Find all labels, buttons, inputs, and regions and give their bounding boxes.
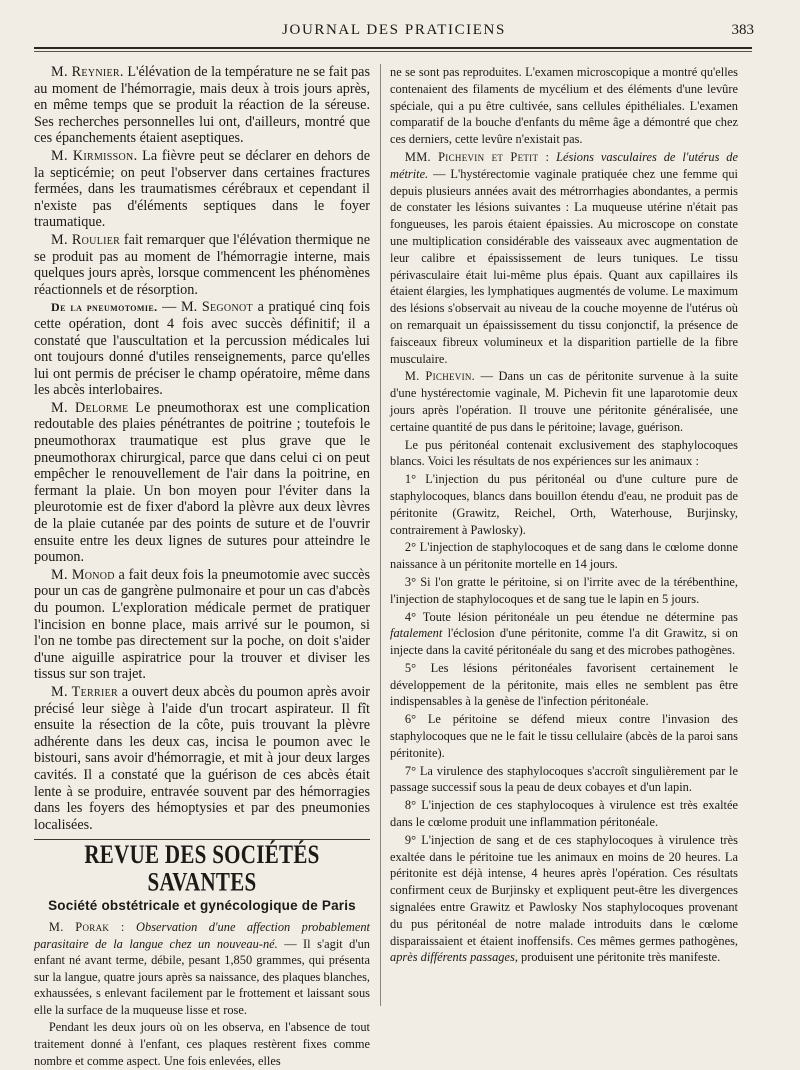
paragraph-text: a pratiqué cinq fois cette opération, dont 4 fois avec succès définitif; il a constaté que l'auscultation et la percussion médicales lui ont toujours donné d'utiles renseignements, parce qu'elles lui ont permis de préciser le champ opératoire, même dans les abcès interlobaires.: [34, 299, 370, 399]
page-number: 383: [731, 22, 754, 38]
speaker-name: M. Porak :: [48, 919, 125, 934]
paragraph-text: 4° Toute lésion péritonéale un peu étendue ne détermine pas: [404, 609, 738, 624]
paragraph-text: Pendant les deux jours où on les observa, en l'absence de tout traitement donné à l'enfant, ces plaques restèrent fixes comme nombre et comme aspect. Une fois enlevées, elles: [34, 1020, 370, 1068]
paragraph-porak-continued: [34, 1019, 370, 1069]
speaker-name: M. Terrier: [51, 683, 118, 700]
paragraph-pneumotomie: [34, 299, 370, 399]
result-item: 2° L'injection de staphylocoques et de sang dans le cœlome donne naissance à un péritonite mortelle en 14 jours.: [390, 540, 738, 572]
paragraph-kirmisson: [34, 148, 370, 231]
paragraph-text: ne se sont pas reproduites. L'examen microscopique a montré qu'elles contenaient des filaments de mycélium et des éléments d'une levûre spéciale, qui a pu être cultivée, sans cellules épithéliales. L'examen comparatif de la bouche d'enfants du même âge a démontré que chez ces derniers, cette levûre n'existait pas.: [390, 65, 738, 147]
paragraph-pichevin-petit: [390, 149, 738, 367]
paragraph-text: — Dans un cas de péritonite survenue à la suite d'une hystérectomie vaginale, M. Pichevin fit une laparotomie deux jours après l'opération. Il trouve une péritonite généralisée, une certaine quantité de pus dans le péritoine; lavage, guérison.: [390, 369, 739, 434]
paragraph-roulier: [34, 232, 370, 298]
speaker-name: M. Reynier.: [51, 64, 124, 80]
header-rule-thin: [34, 51, 752, 52]
paragraph-text: — M.: [157, 299, 202, 316]
paragraph-delorme: [34, 400, 370, 566]
paragraph-pichevin: [390, 368, 738, 435]
result-item: [390, 832, 738, 966]
column-divider: [380, 64, 381, 1006]
result-item: 6° Le péritoine se défend mieux contre l'invasion des staphylocoques que ne le fait le tissu cellulaire (abcès de la paroi sans péritonite).: [390, 712, 738, 760]
paragraph-text: l'éclosion d'une péritonite, comme l'a dit Grawitz, si on injecte dans la cavité péritonéale du sang et des microbes pathogènes.: [390, 626, 738, 658]
paragraph-continuation: [390, 64, 738, 148]
paragraph-text: , produisent une péritonite très manifeste.: [514, 950, 721, 965]
paragraph-text: fait remarquer que l'élévation thermique ne se produit pas au moment de l'hémorragie interne, mais quelques jours après, lorsque commencent les phénomènes réactionnels et de résorption.: [34, 231, 370, 298]
section-title: REVUE DES SOCIÉTÉS SAVANTES: [84, 839, 320, 898]
paragraph-text: L'élévation de la température ne se fait pas au moment de l'hémorragie, mais deux à trois jours après, en même temps que se produit la réaction de la séreuse. Ses recherches personnelles lui ont, d'ailleurs, montré que ces épanchements étaient aseptiques.: [34, 64, 370, 147]
paragraph-text: 9° L'injection de sang et de ces staphylocoques à virulence très exaltée dans le péritoine tue les animaux en moins de 20 heures. La péritonite est déjà intense, 4 heures après l'opération. Ces résultats confirment ceux de Burjinsky et expliquent peut-être les divergences signalées entre Grawitz et Pawlosky Nos staphylocoques provenant du pus péritonéal de notre malade introduits dans le cœlome disparaissaient et étaient inoffensifs. Ces mêmes germes pathogènes,: [390, 832, 738, 948]
paragraph-text: — L'hystérectomie vaginale pratiquée chez une femme qui depuis plusieurs années avait des métrorrhagies abondantes, a permis de constater les lésions suivantes : La muqueuse utérine n'était pas fongueuses, les parois étaient épaissies. Au microscope on constate une multiplication considérable des vaisseaux avec augmentation de leur calibre et épaississement de leurs tuniques. Le tissu périvasculaire était lui-même plus épais. Quant aux capillaires ils étaient élargies, les lymphatiques augmentés de volume. Le maximum des lésions s'observait au niveau de la couche moyenne de l'utérus où on remarquait un épaississement du tissu conjonctif, la présence de faisceaux fibreux volumineux et la disparition partielle de la fibre musculaire.: [390, 166, 738, 366]
result-item: 8° L'injection de ces staphylocoques à virulence est très exaltée dans le cœlome produit une inflammation péritonéale.: [390, 798, 738, 830]
paragraph-text: a ouvert deux abcès du poumon après avoir précisé leur siège à l'aide d'un trocart aspirateur. Il fît ensuite la résection de la côte, puis trouvant la plèvre adhérente dans les deux cas, incisa le poumon avec le bistouri, sans avoir d'hémorragie, et mit à jour deux larges cavités. Il a constaté que la guérison de ces abcès était lente à se produire, entravée souvent par des hémorragies dans les foyers des hémoptysies et par des pneumonies localisées.: [34, 683, 370, 833]
run-in-heading: De la pneumotomie.: [51, 300, 158, 315]
speaker-name: MM. Pichevin et Petit :: [404, 149, 550, 164]
paragraph-text: Le pus péritonéal contenait exclusivement des staphylocoques blancs. Voici les résultats de nos expériences sur les animaux :: [390, 437, 738, 469]
result-item: 1° L'injection du pus péritonéal ou d'une culture pure de staphylocoques, blancs dans bouillon étendu d'eau, ne produit pas de péritonite (Grawitz, Reichel, Orth, Waterhouse, Burjinsky, contrairement à Pawlosky).: [390, 472, 738, 537]
left-column: [34, 64, 370, 1070]
speaker-name: M. Pichevin.: [404, 369, 476, 384]
subsection-title: Société obstétricale et gynécologique de Paris: [48, 898, 356, 914]
paragraph-terrier: [34, 684, 370, 833]
result-item: [390, 609, 738, 659]
running-title: JOURNAL DES PRATICIENS: [282, 22, 506, 38]
speaker-name: Segonot: [201, 299, 253, 316]
paragraph-results-intro: [390, 437, 738, 471]
emphasis: fatalement: [390, 626, 443, 641]
paragraph-porak: [34, 919, 370, 1019]
header-rule: [34, 47, 752, 49]
paper-title: Lésions vasculaires de l'utérus de métrite.: [390, 149, 738, 181]
emphasis: après différents passages: [390, 950, 515, 965]
paragraph-monod: [34, 567, 370, 683]
result-item: 3° Si l'on gratte le péritoine, si on l'irrite avec de la térébenthine, l'injection de staphylocoques et de sang tue le lapin en 5 jours.: [390, 574, 738, 606]
right-column: [390, 64, 738, 967]
paragraph-text: — Il s'agit d'un enfant né avant terme, débile, pesant 1,850 grammes, qui présenta sur la langue, quatre jours après sa naissance, des plaques blanches, exhaussées, s enlevant facilement par le frottement et laissant sous elle la surface de la muqueuse lisse et rose.: [34, 936, 370, 1017]
speaker-name: M. Delorme: [51, 399, 129, 416]
paragraph-reynier: [34, 64, 370, 147]
paragraph-text: a fait deux fois la pneumotomie avec succès pour un cas de gangrène pulmonaire et pour un cas d'abcès du poumon. L'exploration médicale permet de pratiquer l'incision en bonne place, mais arrivé sur le poumon, si l'on ne tombe pas directement sur la poche, on doit s'aider d'une aiguille aspiratrice pour la trouver et diviser les tissus sur son trajet.: [34, 566, 370, 683]
result-item: 7° La virulence des staphylocoques s'accroît singulièrement par le passage successif sous la peau de deux cobayes et d'un lapin.: [390, 763, 738, 795]
speaker-name: M. Kirmisson.: [51, 147, 138, 164]
paper-title: Observation d'une affection probablement parasitaire de la langue chez un nouveau-né.: [34, 919, 370, 951]
paragraph-text: Le pneumothorax est une complication redoutable des plaies pénétrantes de poitrine ; toutefois le pneumothorax traumatique est plus grave que le pneumothorax chirurgical, parce que dans celui ci on peut empêcher le renouvellement de l'air dans la poitrine, en fermant la plaie. Un bon moyen pour l'éviter dans la pleurotomie est de fixer d'abord la plèvre aux deux lèvres de la plaie cutanée par des points de suture et de l'ouvrir ensuite entre les deux lignes de sutures pour atteindre le poumon.: [34, 399, 370, 566]
page-header: [34, 20, 754, 44]
result-item: 5° Les lésions péritonéales favorisent certainement le développement de la péritonite, mais elles ne semblent pas être indispensables à la genèse de l'infection péritonéale.: [390, 660, 738, 709]
speaker-name: M. Monod: [51, 566, 115, 583]
paragraph-text: La fièvre peut se déclarer en dehors de la septicémie; on peut l'observer dans certaines fractures fermées, dans les traumatismes cérébraux et cependant il n'existe pas d'éléments septiques dans le foyer traumatique.: [34, 147, 370, 231]
speaker-name: M. Roulier: [51, 231, 121, 248]
